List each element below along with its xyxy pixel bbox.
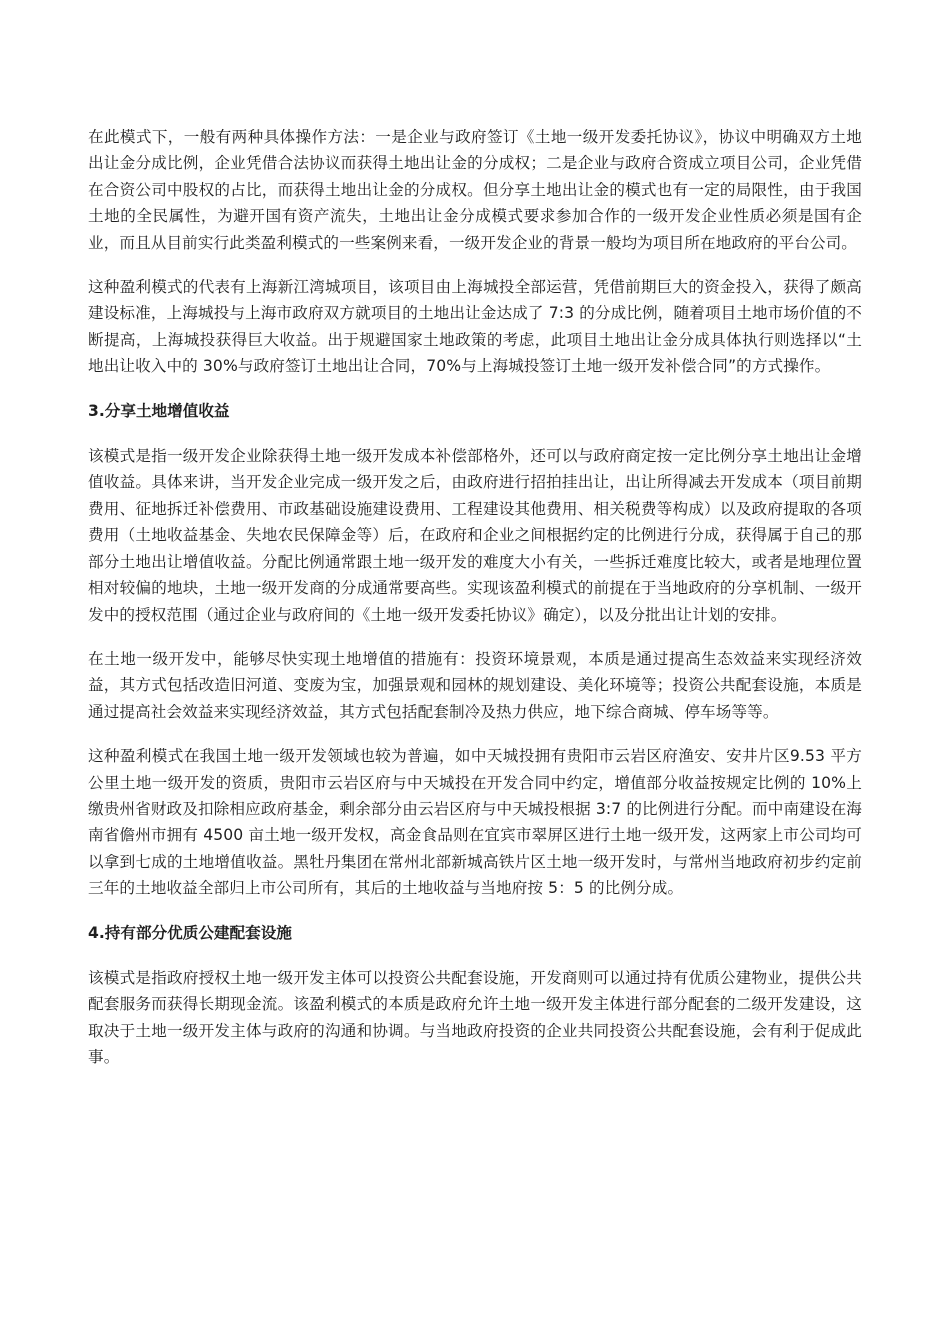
paragraph-profit-sharing-methods: 在此模式下，一般有两种具体操作方法：一是企业与政府签订《土地一级开发委托协议》，协议中明确双方土地出让金分成比例，企业凭借合法协议而获得土地出让金的分成权；二是企业与政府合资成立项目公司，企业凭借在合资公司中股权的占比，而获得土地出让金的分成权。但分享土地出让金的模式也有一定的局限性，由于我国土地的全民属性，为避开国有资产流失，土地出让金分成模式要求参加合作的一级开发企业性质必须是国有企业，而且从目前实行此类盈利模式的一些案例来看，一级开发企业的背景一般均为项目所在地政府的平台公司。	[88, 128, 862, 252]
paragraph-value-added-measures: 在土地一级开发中，能够尽快实现土地增值的措施有：投资环境景观，本质是通过提高生态效益来实现经济效益，其方式包括改造旧河道、变废为宝，加强景观和园林的规划建设、美化环境等；投资公共配套设施，本质是通过提高社会效益来实现经济效益，其方式包括配套制冷及热力供应，地下综合商城、停车场等等。	[88, 649, 862, 721]
section-heading-3: 3.分享土地增值收益	[88, 401, 230, 420]
paragraph-value-added-sharing: 该模式是指一级开发企业除获得土地一级开发成本补偿部格外，还可以与政府商定按一定比例分享土地出让金增值收益。具体来讲，当开发企业完成一级开发之后，由政府进行招拍挂出让，出让所得减去开发成本（项目前期费用、征地拆迁补偿费用、市政基础设施建设费用、工程建设其他费用、相关税费等构成）以及政府提取的各项费用（土地收益基金、失地农民保障金等）后，在政府和企业之间根据约定的比例进行分成，获得属于自己的那部分土地出让增值收益。分配比例通常跟土地一级开发的难度大小有关，一些拆迁难度比较大，或者是地理位置相对较偏的地块，土地一级开发商的分成通常要高些。实现该盈利模式的前提在于当地政府的分享机制、一级开发中的授权范围（通过企业与政府间的《土地一级开发委托协议》确定），以及分批出让计划的安排。	[88, 447, 862, 624]
paragraph-case-examples: 这种盈利模式在我国土地一级开发领域也较为普遍，如中天城投拥有贵阳市云岩区府渔安、安井片区9.53 平方公里土地一级开发的资质，贵阳市云岩区府与中天城投在开发合同中约定，增值部分收益按规定比例的 10%上缴贵州省财政及扣除相应政府基金，剩余部分由云岩区府与中天城投根据 3:7 的比例进行分配。而中南建设在海南省儋州市拥有 4500 亩土地一级开发权，高金食品则在宜宾市翠屏区进行土地一级开发，这两家上市公司均可以拿到七成的土地增值收益。黑牡丹集团在常州北部新城高铁片区土地一级开发时，与常州当地政府初步约定前三年的土地收益全部归上市公司所有，其后的土地收益与当地府按 5：5 的比例分成。	[88, 747, 862, 898]
paragraph-public-facilities: 该模式是指政府授权土地一级开发主体可以投资公共配套设施，开发商则可以通过持有优质公建物业，提供公共配套服务而获得长期现金流。该盈利模式的本质是政府允许土地一级开发主体进行部分配套的二级开发建设，这取决于土地一级开发主体与政府的沟通和协调。与当地政府投资的企业共同投资公共配套设施，会有利于促成此事。	[88, 968, 862, 1067]
document-page	[88, 124, 862, 1071]
paragraph-shanghai-example: 这种盈利模式的代表有上海新江湾城项目，该项目由上海城投全部运营，凭借前期巨大的资金投入，获得了颇高建设标准，上海城投与上海市政府双方就项目的土地出让金达成了 7:3 的分成比例，随着项目土地市场价值的不断提高，上海城投获得巨大收益。出于规避国家土地政策的考虑，此项目土地出让金分成具体执行则选择以“土地出让收入中的 30%与政府签订土地出让合同，70%与上海城投签订土地一级开发补偿合同”的方式操作。	[88, 278, 862, 376]
section-heading-4: 4.持有部分优质公建配套设施	[88, 923, 292, 942]
